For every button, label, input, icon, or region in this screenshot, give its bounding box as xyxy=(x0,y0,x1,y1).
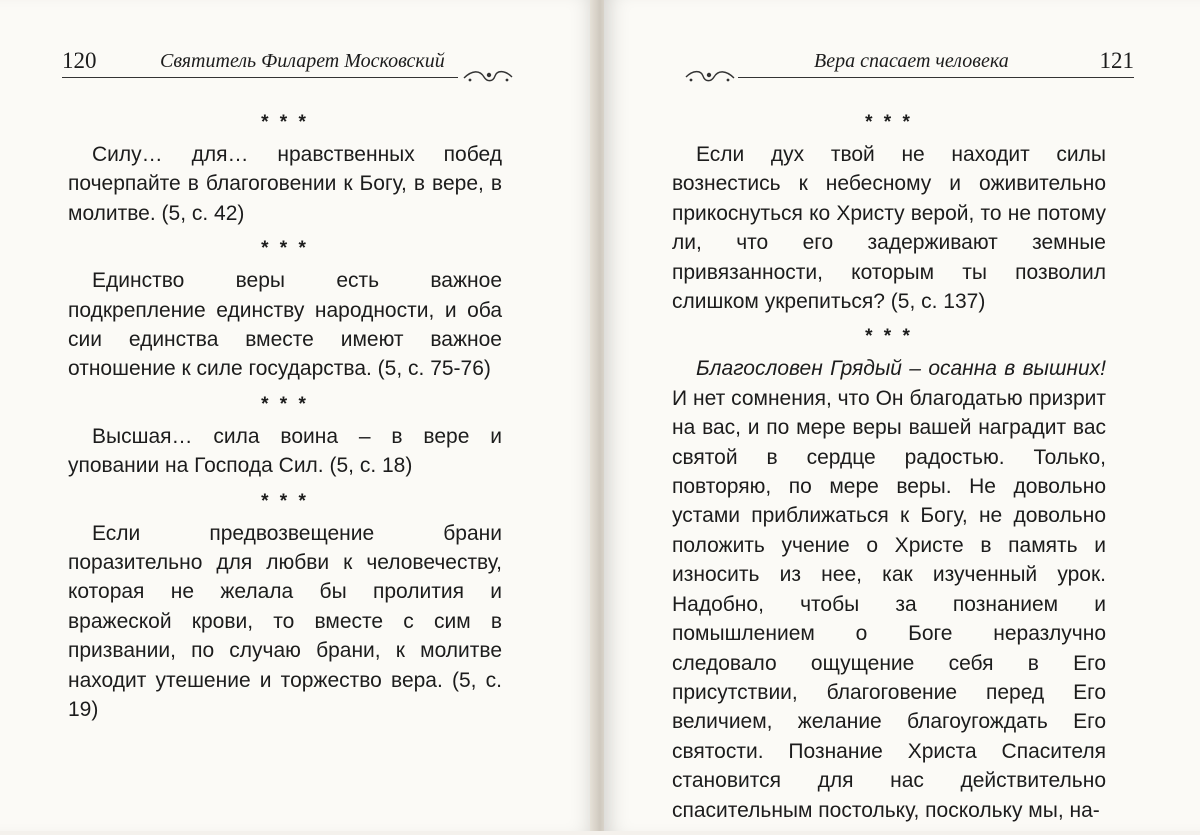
quote-paragraph xyxy=(672,354,1106,825)
quote-text: Если дух твой не находит силы вознестись к небесному и оживительно прикоснуться ко Христу верой, то не потому ли, что его задерживают земные привязанности, которым ты позволил слишком укрепиться? (5, с. 137) xyxy=(672,143,1106,314)
section-separator: * * * xyxy=(261,112,309,133)
header-rule xyxy=(738,77,1134,78)
left-page xyxy=(0,0,596,831)
quote-paragraph: Высшая… сила воина – в вере и уповании на Господа Сил. (5, с. 18) xyxy=(68,424,502,478)
flourish-ornament-icon xyxy=(462,66,514,86)
left-page-header xyxy=(62,44,512,84)
left-page-body xyxy=(68,112,502,735)
section-separator: * * * xyxy=(865,326,913,348)
running-title: Святитель Филарет Московский xyxy=(160,50,445,72)
quote-paragraph: Если предвозвещение брани поразительно для любви к человечеству, которая не желала бы пролития и вражеской крови, то вместе с сим в призвании, по случаю брани, к молитве находит утешение и торжество вера. (5, с. 19) xyxy=(68,521,502,722)
right-page xyxy=(604,0,1200,831)
section-separator: * * * xyxy=(865,112,913,133)
right-page-header xyxy=(684,44,1134,84)
italic-quote: Благословен Грядый – осанна в вышних! xyxy=(696,357,1106,381)
quote-paragraph xyxy=(672,140,1106,316)
header-rule xyxy=(62,77,458,78)
page-number: 120 xyxy=(62,48,97,73)
right-page-body xyxy=(672,112,1106,835)
running-title: Вера спасает человека xyxy=(814,50,1009,72)
section-separator: * * * xyxy=(261,490,309,512)
quote-paragraph: Единство веры есть важное подкрепление единству народности, и оба сии единства вместе имеют важное отношение к силе государства. (5, с. 75-76) xyxy=(68,269,502,381)
page-number: 121 xyxy=(1099,48,1134,73)
section-separator: * * * xyxy=(261,393,309,415)
section-separator: * * * xyxy=(261,238,309,260)
quote-text: И нет сомнения, что Он благодатью призрит на вас, и по мере веры вашей наградит вас святой в сердце радостью. Только, повторяю, по мере веры. Не довольно устами приближаться к Богу, не довольно положить учение о Христе в память и износить из нее, как изученный урок. Надобно, чтобы за познанием и помышлением о Боге неразлучно следовало ощущение себя в Его присутствии, благоговение перед Его величием, желание благоугождать Его святости. Познание Христа Спасителя становится для нас действительно спасительным постольку, поскольку мы, на- xyxy=(672,386,1106,822)
quote-paragraph: Силу… для… нравственных побед почерпайте в благоговении к Богу, в вере, в молитве. (5, с. 42) xyxy=(68,143,502,225)
flourish-ornament-icon xyxy=(684,66,736,86)
